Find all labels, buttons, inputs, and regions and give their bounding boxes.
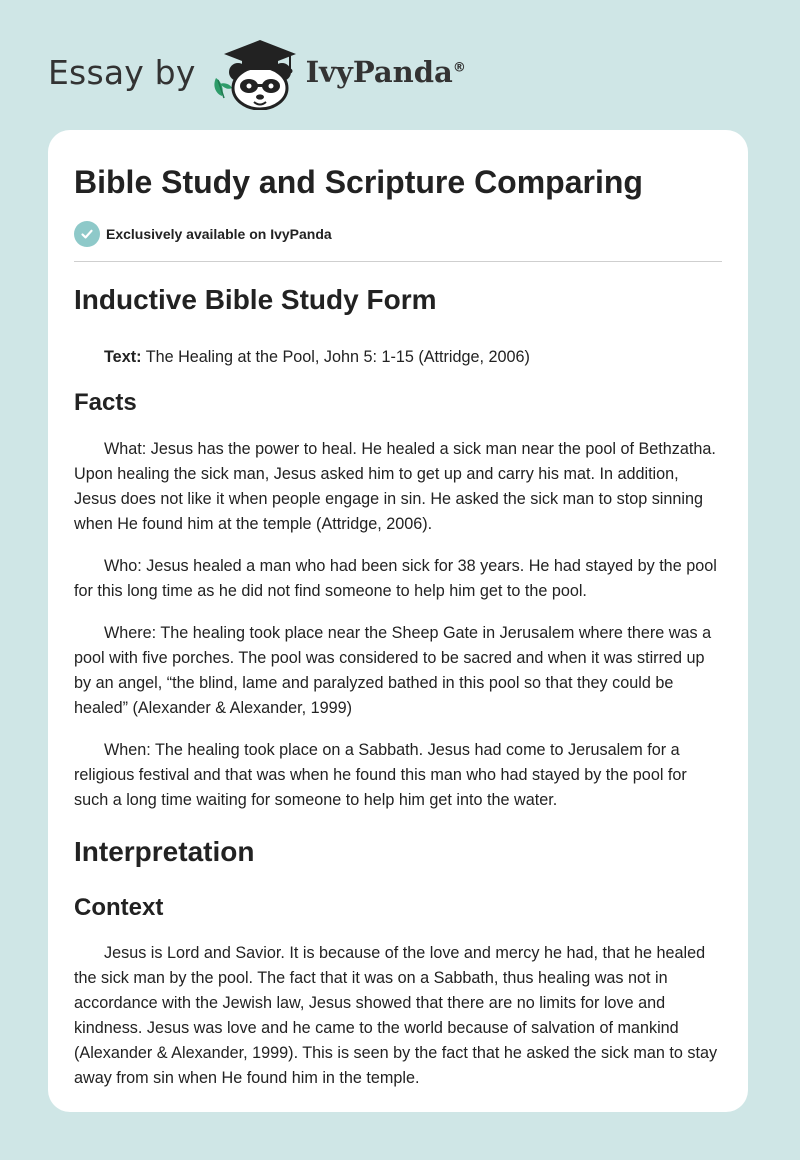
section-heading-facts: Facts — [74, 389, 137, 416]
panda-logo-icon — [210, 34, 302, 110]
facts-paragraph-where: Where: The healing took place near the Sheep Gate in Jerusalem where there was a pool with five porches. The pool was considered to be sacred and when it was stirred up by an angel, “the blind, lame and paralyzed bathed in this pool so that they could be healed” (Alexander & Alexander, 1999) — [74, 624, 712, 717]
availability-text: Exclusively available on IvyPanda — [106, 226, 332, 242]
brand-prefix: Essay by — [48, 52, 196, 92]
text-reference — [74, 345, 722, 370]
article-card — [48, 130, 748, 1112]
article-body — [74, 282, 722, 1091]
facts-paragraph-what: What: Jesus has the power to heal. He healed a sick man near the pool of Bethzatha. Upon healing the sick man, Jesus asked him to get up and carry his mat. In addition, Jesus does not like it when people engage in sin. He asked the sick man to stop sinning when He found him at the temple (Attridge, 2006). — [74, 440, 716, 533]
section-heading-context: Context — [74, 894, 164, 921]
text-label: Text: — [104, 348, 142, 366]
brand-header[interactable] — [48, 32, 466, 112]
facts-paragraph-when: When: The healing took place on a Sabbath. Jesus had come to Jerusalem for a religious festival and that was when he found this man who had stayed by the pool for such a long time waiting for someone to help him get into the water. — [74, 741, 687, 809]
check-icon — [74, 221, 100, 247]
section-heading-interpretation: Interpretation — [74, 836, 255, 867]
section-heading-form: Inductive Bible Study Form — [74, 284, 437, 315]
page-title: Bible Study and Scripture Comparing — [74, 164, 643, 200]
registered-mark: ® — [452, 60, 466, 76]
text-value: The Healing at the Pool, John 5: 1-15 (Attridge, 2006) — [141, 348, 530, 366]
context-paragraph: Jesus is Lord and Savior. It is because of the love and mercy he had, that he healed the sick man by the pool. The fact that it was on a Sabbath, thus healing was not in accordance with the Jewish law, Jesus showed that there are no limits for love and kindness. Jesus was love and he came to the world because of salvation of mankind (Alexander & Alexander, 1999). This is seen by the fact that he asked the sick man to stay away from sin when He found him in the temple. — [74, 944, 718, 1087]
facts-paragraph-who: Who: Jesus healed a man who had been sick for 38 years. He had stayed by the pool for this long time as he did not find someone to help him get to the pool. — [74, 557, 717, 600]
divider — [74, 261, 722, 262]
availability-badge — [74, 221, 332, 247]
brand-name: IvyPanda® — [305, 55, 466, 89]
